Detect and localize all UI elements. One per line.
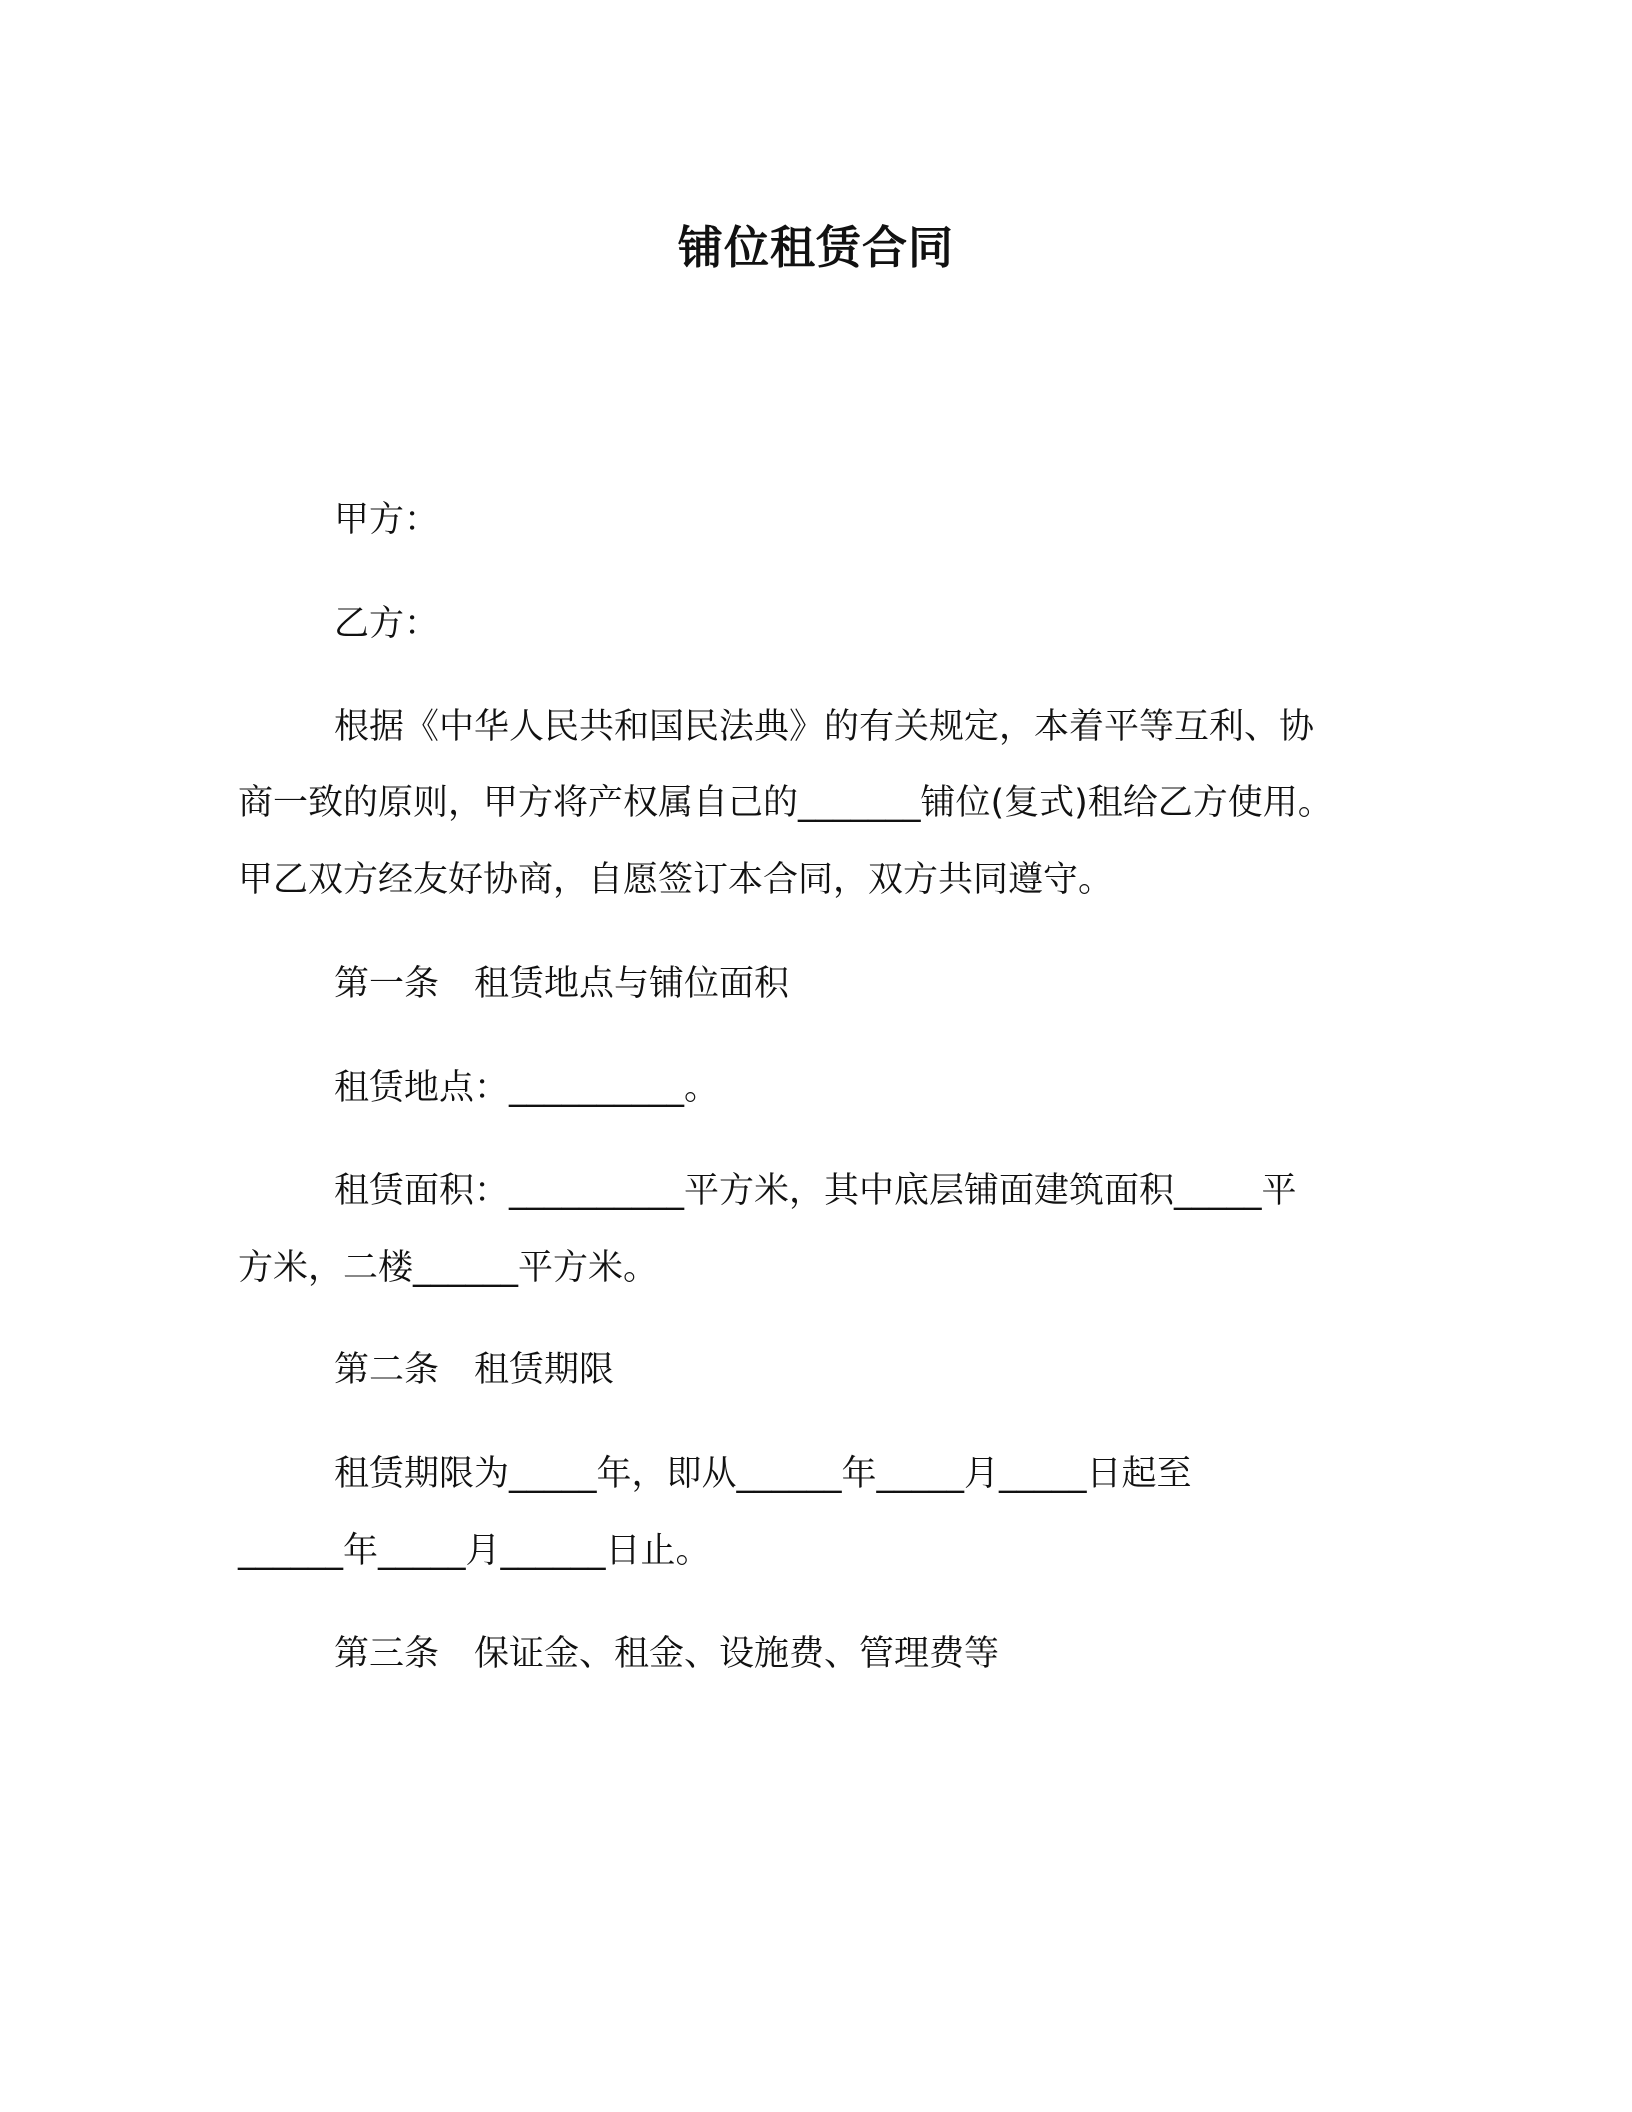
preamble-line-2: 商一致的原则，甲方将产权属自己的_______铺位(复式)租给乙方使用。 [238,783,1333,823]
article-1-area-line-2: 方米，二楼______平方米。 [238,1248,659,1288]
preamble-line-1: 根据《中华人民共和国民法典》的有关规定，本着平等互利、协 [334,707,1315,747]
article-2-heading: 第二条 租赁期限 [334,1350,615,1390]
article-1-heading: 第一条 租赁地点与铺位面积 [334,964,790,1004]
article-1-area-line-1: 租赁面积：__________平方米，其中底层铺面建筑面积_____平 [334,1171,1297,1211]
article-2-term-line-1: 租赁期限为_____年，即从______年_____月_____日起至 [334,1454,1192,1494]
document-title: 铺位租赁合同 [677,221,954,274]
preamble-line-3: 甲乙双方经友好协商，自愿签订本合同，双方共同遵守。 [238,860,1114,900]
article-2-term-line-2: ______年_____月______日止。 [238,1531,711,1571]
article-3-heading: 第三条 保证金、租金、设施费、管理费等 [334,1634,1000,1674]
party-b-label: 乙方： [334,604,440,644]
article-1-location: 租赁地点：__________。 [334,1068,720,1108]
party-a-label: 甲方： [334,500,440,540]
